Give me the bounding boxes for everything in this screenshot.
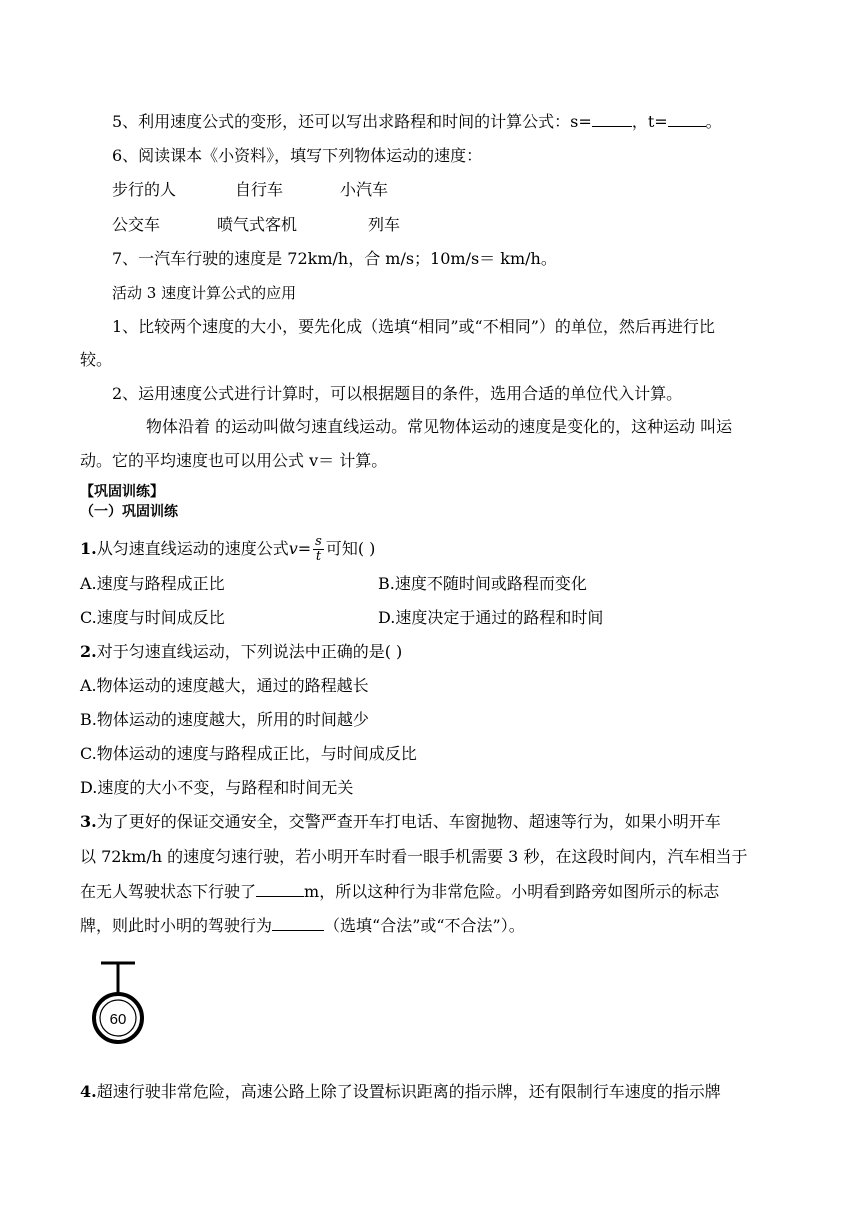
q1-v: v xyxy=(288,539,298,558)
q3-line4 xyxy=(80,914,525,937)
q3-line3-b: m，所以这种行为非常危险。小明看到路旁如图所示的标志 xyxy=(304,882,720,901)
q6-row1-item2: 自行车 xyxy=(235,180,284,199)
q3-number: 3. xyxy=(80,812,97,831)
q4-line1 xyxy=(80,1081,721,1103)
q3-text-line1: 为了更好的保证交通安全，交警严查开车打电话、车窗抛物、超速等行为，如果小明开车 xyxy=(96,812,721,831)
q2-text: 对于匀速直线运动，下列说法中正确的是( ) xyxy=(96,642,403,661)
q1-option-c[interactable]: C.速度与时间成反比 xyxy=(80,608,225,627)
q3-blank-distance[interactable] xyxy=(256,880,304,897)
consolidate-subheading: （一）巩固训练 xyxy=(80,504,178,520)
a1-line1: 1、比较两个速度的大小，要先化成（选填“相同”或“不相同”）的单位，然后再进行比 xyxy=(112,317,715,336)
q1-numerator: s xyxy=(315,534,322,549)
q2-number: 2. xyxy=(80,642,97,661)
q1-option-a[interactable]: A.速度与路程成正比 xyxy=(80,574,225,593)
q4-number: 4. xyxy=(80,1082,97,1101)
q2-stem xyxy=(80,641,402,663)
q1-stem xyxy=(80,532,375,566)
q6-row2-item1: 公交车 xyxy=(112,215,161,234)
q3-line2: 以 72km/h 的速度匀速行驶，若小明开车时看一眼手机需要 3 秒，在这段时间内，汽车相当于 xyxy=(80,847,748,866)
a2-line: 2、运用速度公式进行计算时，可以根据题目的条件，选用合适的单位代入计算。 xyxy=(112,384,683,403)
q5-mid: ，t= xyxy=(631,112,668,131)
q1-fraction xyxy=(313,535,324,564)
q5-blank-t[interactable] xyxy=(668,110,706,127)
q2-option-c[interactable]: C.物体运动的速度与路程成正比，与时间成反比 xyxy=(80,744,417,763)
q6-line: 6、阅读课本《小资料》，填写下列物体运动的速度： xyxy=(112,146,483,165)
q5-line xyxy=(112,110,722,133)
q1-option-b[interactable]: B.速度不随时间或路程而变化 xyxy=(378,574,587,593)
q4-text-line1: 超速行驶非常危险，高速公路上除了设置标识距离的指示牌，还有限制行车速度的指示牌 xyxy=(96,1082,721,1101)
a1-line2: 较。 xyxy=(80,350,113,369)
q1-eq: = xyxy=(297,539,312,558)
q7-line: 7、一汽车行驶的速度是 72km/h，合 m/s；10m/s＝ km/h。 xyxy=(112,249,557,268)
q1-denominator: t xyxy=(315,549,322,564)
q6-row1-item1: 步行的人 xyxy=(112,180,177,199)
q5-prefix: 5、利用速度公式的变形，还可以写出求路程和时间的计算公式：s= xyxy=(112,112,592,131)
speed-limit-sign-icon xyxy=(90,960,150,1044)
q2-option-b[interactable]: B.物体运动的速度越大，所用的时间越少 xyxy=(80,710,369,729)
q6-row2-item2: 喷气式客机 xyxy=(217,215,298,234)
uniform-line1: 物体沿着 的运动叫做匀速直线运动。常见物体运动的速度是变化的，这种运动 叫运 xyxy=(146,417,733,436)
q3-line3-a: 在无人驾驶状态下行驶了 xyxy=(80,882,257,901)
uniform-line2: 动。它的平均速度也可以用公式 v＝ 计算。 xyxy=(80,451,388,470)
q3-line4-a: 牌，则此时小明的驾驶行为 xyxy=(80,916,273,935)
q5-blank-s[interactable] xyxy=(592,110,632,127)
activity3-heading: 活动 3 速度计算公式的应用 xyxy=(112,284,297,302)
q1-option-d[interactable]: D.速度决定于通过的路程和时间 xyxy=(378,608,604,627)
q1-pre: 从匀速直线运动的速度公式 xyxy=(96,539,289,558)
consolidate-heading: 【巩固训练】 xyxy=(80,484,164,500)
q1-post: 可知( ) xyxy=(325,539,376,558)
q6-row2-item3: 列车 xyxy=(368,215,401,234)
q3-blank-legality[interactable] xyxy=(272,914,324,931)
q3-line3 xyxy=(80,880,719,903)
speed-limit-value: 60 xyxy=(109,1011,127,1028)
q2-option-a[interactable]: A.物体运动的速度越大，通过的路程越长 xyxy=(80,676,369,695)
q2-option-d[interactable]: D.速度的大小不变，与路程和时间无关 xyxy=(80,778,354,797)
q3-line1 xyxy=(80,811,721,833)
q6-row1-item3: 小汽车 xyxy=(340,180,389,199)
q3-line4-b: （选填“合法”或“不合法”）。 xyxy=(324,916,525,935)
q1-number: 1. xyxy=(80,539,97,558)
q5-end: 。 xyxy=(705,112,722,131)
